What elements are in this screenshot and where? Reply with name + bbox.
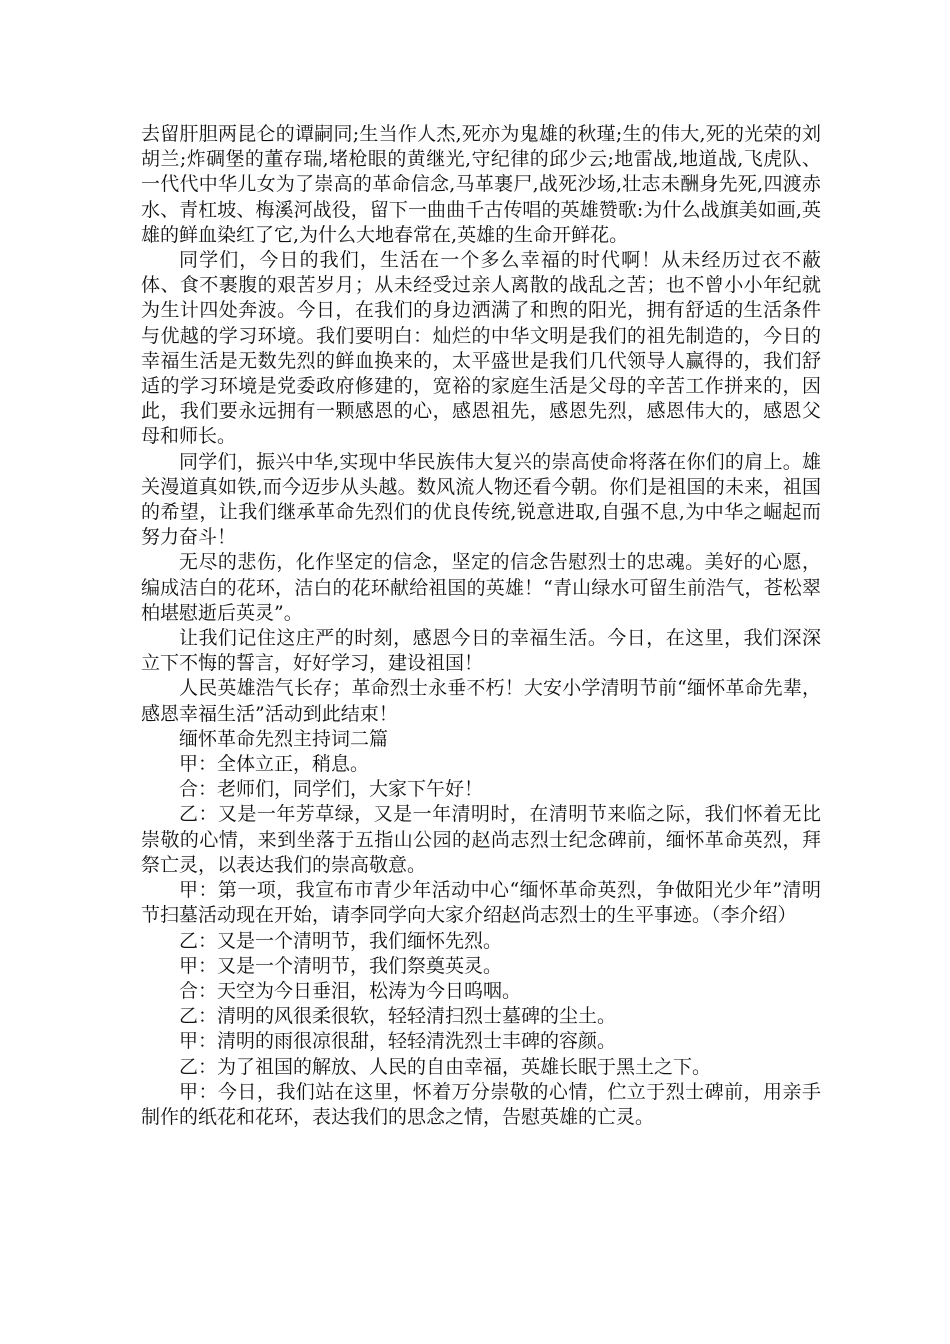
paragraph-wreath: 无尽的悲伤，化作坚定的信念，坚定的信念告慰烈士的忠魂。美好的心愿，编成洁白的花环，洁白的花环献给祖国的英雄！“青山绿水可留生前浩气，苍松翠柏堪慰逝后英灵”。 xyxy=(141,551,821,624)
dialogue-line: 甲：今日，我们站在这里，怀着万分崇敬的心情，伫立于烈士碑前，用亲手制作的纸花和花环，表达我们的思念之情，告慰英雄的亡灵。 xyxy=(141,1080,821,1128)
dialogue-line: 乙：清明的风很柔很软，轻轻清扫烈士墓碑的尘土。 xyxy=(179,1005,617,1028)
paragraph-revitalize-china: 同学们，振兴中华,实现中华民族伟大复兴的崇高使命将落在你们的肩上。雄关漫道真如铁,而今迈步从头越。数风流人物还看今朝。你们是祖国的未来，祖国的希望，让我们继承革命先烈们的优良传统,锐意进取,自强不息,为中华之崛起而努力奋斗！ xyxy=(141,450,821,549)
paragraph-oath: 让我们记住这庄严的时刻，感恩今日的幸福生活。今日，在这里，我们深深立下不悔的誓言，好好学习，建设祖国！ xyxy=(141,627,821,675)
dialogue-line: 乙：又是一年芳草绿，又是一年清明时，在清明节来临之际，我们怀着无比崇敬的心情，来到坐落于五指山公园的赵尚志烈士纪念碑前，缅怀革命英烈，拜祭亡灵，以表达我们的崇高敬意。 xyxy=(141,803,821,876)
dialogue-line: 甲：全体立正，稍息。 xyxy=(179,753,370,776)
paragraph-closing: 人民英雄浩气长存；革命烈士永垂不朽！大安小学清明节前“缅怀革命先辈，感恩幸福生活”活动到此结束！ xyxy=(141,677,821,725)
dialogue-line: 甲：第一项，我宣布市青少年活动中心“缅怀革命英烈，争做阳光少年”清明节扫墓活动现在开始，请李同学向大家介绍赵尚志烈士的生平事迹。（李介绍） xyxy=(141,879,821,927)
paragraph-heroes-list: 去留肝胆两昆仑的谭嗣同;生当作人杰,死亦为鬼雄的秋瑾;生的伟大,死的光荣的刘胡兰;炸碉堡的董存瑞,堵枪眼的黄继光,守纪律的邱少云;地雷战,地道战,飞虎队、一代代中华儿女为了崇高的革命信念,马革裹尸,战死沙场,壮志未酬身先死,四渡赤水、青杠坡、梅溪河战役，留下一曲曲千古传唱的英雄赞歌:为什么战旗美如画,英雄的鲜血染红了它,为什么大地春常在,英雄的生命开鲜花。 xyxy=(141,123,821,246)
dialogue-line: 乙：为了祖国的解放、人民的自由幸福，英雄长眠于黑土之下。 xyxy=(179,1055,712,1078)
dialogue-line: 合：天空为今日垂泪，松涛为今日呜咽。 xyxy=(179,979,522,1002)
paragraph-happy-era: 同学们，今日的我们，生活在一个多么幸福的时代啊！从未经历过衣不蔽体、食不裹腹的艰苦岁月；从未经受过亲人离散的战乱之苦；也不曾小小年纪就为生计四处奔波。今日，在我们的身边洒满了和煦的阳光，拥有舒适的生活条件与优越的学习环境。我们要明白：灿烂的中华文明是我们的祖先制造的，今日的幸福生活是无数先烈的鲜血换来的，太平盛世是我们几代领导人赢得的，我们舒适的学习环境是党委政府修建的，宽裕的家庭生活是父母的辛苦工作拼来的，因此，我们要永远拥有一颗感恩的心，感恩祖先，感恩先烈，感恩伟大的，感恩父母和师长。 xyxy=(141,249,821,448)
dialogue-line: 合：老师们，同学们，大家下午好！ xyxy=(179,778,484,801)
dialogue-line: 乙：又是一个清明节，我们缅怀先烈。 xyxy=(179,929,503,952)
dialogue-line: 甲：清明的雨很凉很甜，轻轻清洗烈士丰碑的容颜。 xyxy=(179,1030,617,1053)
dialogue-line: 甲：又是一个清明节，我们祭奠英灵。 xyxy=(179,954,503,977)
section-title: 缅怀革命先烈主持词二篇 xyxy=(179,727,389,750)
document-body xyxy=(141,122,821,1130)
